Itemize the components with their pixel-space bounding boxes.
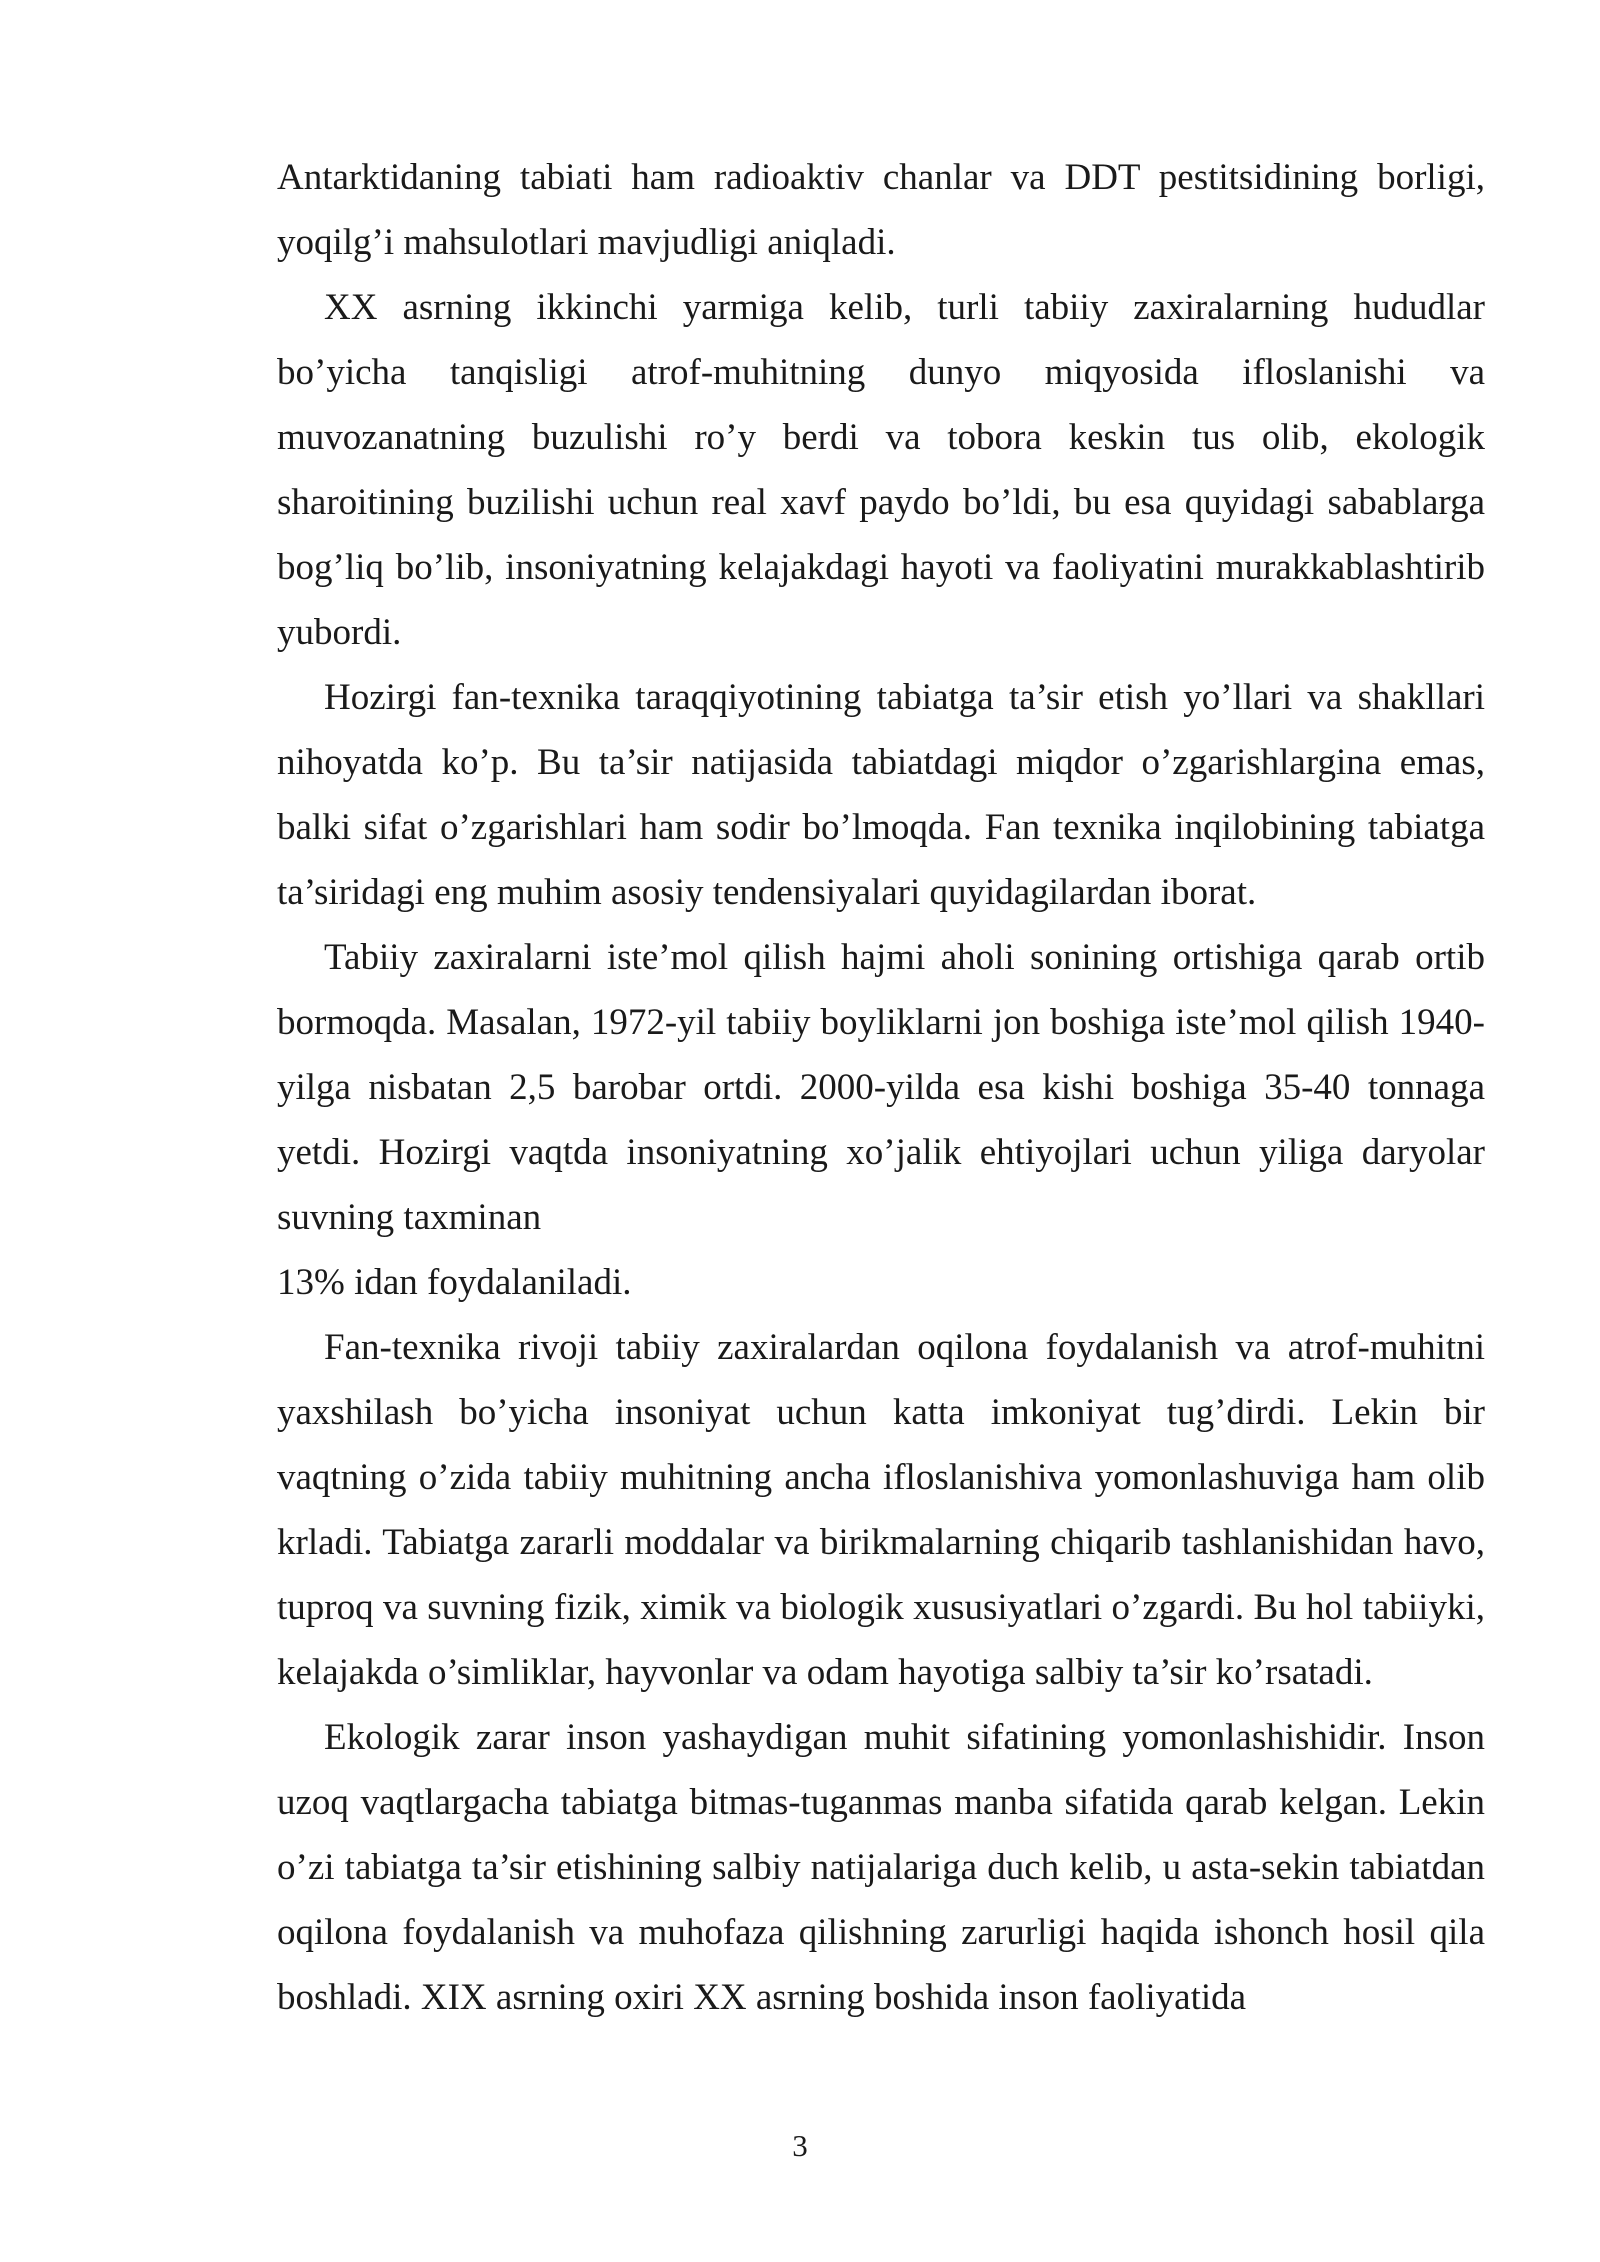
paragraph-5: 13% idan foydalaniladi. [277, 1262, 632, 1303]
document-body [277, 145, 1485, 2030]
page-number: 3 [792, 2128, 808, 2163]
paragraph-4: Tabiiy zaxiralarni iste’mol qilish hajmi aholi sonining ortishiga qarab ortib bormoqda. Masalan, 1972-yil tabiiy boyliklarni jon boshiga iste’mol qilish 1940-yilga nisbatan 2,5 barobar ortdi. 2000-yilda esa kishi boshiga 35-40 tonnaga yetdi. Hozirgi vaqtda insoniyatning xo’jalik ehtiyojlari uchun yiliga daryolar suvning taxminan [277, 937, 1485, 1238]
paragraph-6: Fan-texnika rivoji tabiiy zaxiralardan oqilona foydalanish va atrof-muhitni yaxshilash bo’yicha insoniyat uchun katta imkoniyat tug’dirdi. Lekin bir vaqtning o’zida tabiiy muhitning ancha ifloslanishiva yomonlashuviga ham olib krladi. Tabiatga zararli moddalar va birikmalarning chiqarib tashlanishidan havo, tuproq va suvning fizik, ximik va biologik xususiyatlari o’zgardi. Bu hol tabiiyki, kelajakda o’simliklar, hayvonlar va odam hayotiga salbiy ta’sir ko’rsatadi. [277, 1327, 1485, 1693]
paragraph-7: Ekologik zarar inson yashaydigan muhit sifatining yomonlashishidir. Inson uzoq vaqtlargacha tabiatga bitmas-tuganmas manba sifatida qarab kelgan. Lekin o’zi tabiatga ta’sir etishining salbiy natijalariga duch kelib, u asta-sekin tabiatdan oqilona foydalanish va muhofaza qilishning zarurligi haqida ishonch hosil qila boshladi. XIX asrning oxiri XX asrning boshida inson faoliyatida [277, 1717, 1485, 2018]
paragraph-1: Antarktidaning tabiati ham radioaktiv chanlar va DDT pestitsidining borligi, yoqilg’i mahsulotlari mavjudligi aniqladi. [277, 157, 1485, 263]
paragraph-3: Hozirgi fan-texnika taraqqiyotining tabiatga ta’sir etish yo’llari va shakllari nihoyatda ko’p. Bu ta’sir natijasida tabiatdagi miqdor o’zgarishlargina emas, balki sifat o’zgarishlari ham sodir bo’lmoqda. Fan texnika inqilobining tabiatga ta’siridagi eng muhim asosiy tendensiyalari quyidagilardan iborat. [277, 677, 1485, 913]
paragraph-2: XX asrning ikkinchi yarmiga kelib, turli tabiiy zaxiralarning hududlar bo’yicha tanqisligi atrof-muhitning dunyo miqyosida ifloslanishi va muvozanatning buzulishi ro’y berdi va tobora keskin tus olib, ekologik sharoitining buzilishi uchun real xavf paydo bo’ldi, bu esa quyidagi sabablarga bog’liq bo’lib, insoniyatning kelajakdagi hayoti va faoliyatini murakkablashtirib yubordi. [277, 287, 1485, 653]
